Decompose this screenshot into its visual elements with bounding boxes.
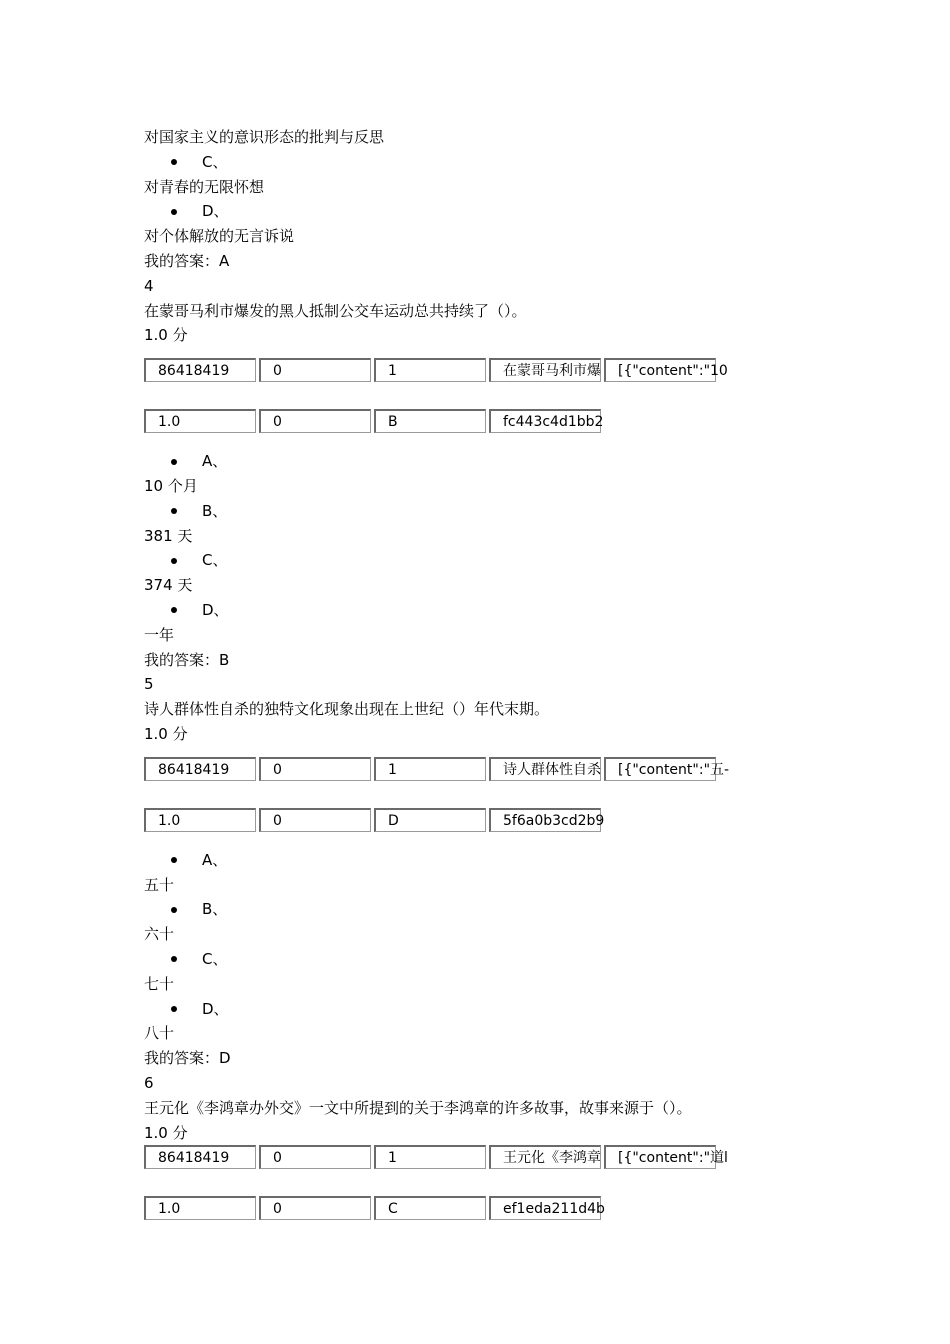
field-input[interactable]: 1 [374,757,486,781]
option-label: B、 [202,900,228,919]
option-label: C、 [202,152,228,171]
question-score: 1.0 分 [144,326,188,345]
field-input[interactable]: ef1eda211d4b [489,1196,601,1220]
question-number: 5 [144,675,154,694]
bullet-icon [171,508,177,514]
option-label: A、 [202,850,228,869]
field-input[interactable]: 诗人群体性自杀 [489,757,601,781]
question-number: 4 [144,276,154,295]
field-input[interactable]: 0 [259,1145,371,1169]
option-d-item [144,997,904,1022]
hidden-fields-row-2 [144,808,904,836]
option-c-item [144,947,904,972]
bullet-icon [171,159,177,165]
option-label: A、 [202,452,228,471]
option-label: B、 [202,501,228,520]
field-input[interactable]: 1.0 [144,808,256,832]
option-text: 对青春的无限怀想 [144,177,265,196]
field-input[interactable]: 王元化《李鸿章 [489,1145,601,1169]
field-input[interactable]: [{"content":"10 [604,358,716,382]
bullet-icon [171,607,177,613]
field-input[interactable]: 5f6a0b3cd2b9 [489,808,601,832]
option-c-item [144,150,904,175]
bullet-icon [171,857,177,863]
bullet-icon [171,907,177,913]
option-b-item [144,897,904,922]
option-text: 10 个月 [144,476,198,495]
bullet-icon [171,1006,177,1012]
option-text: 对国家主义的意识形态的批判与反思 [144,128,385,146]
field-input[interactable]: 1 [374,358,486,382]
my-answer: 我的答案：A [144,251,230,270]
field-input[interactable]: 86418419 [144,1145,256,1169]
field-input[interactable]: 1 [374,1145,486,1169]
field-input[interactable]: [{"content":"五- [604,757,716,781]
question-number: 6 [144,1073,154,1092]
option-a-item [144,848,904,873]
hidden-fields-row-1 [144,358,904,386]
option-text: 381 天 [144,526,193,545]
question-text: 在蒙哥马利市爆发的黑人抵制公交车运动总共持续了（）。 [144,301,527,320]
field-input[interactable]: 0 [259,1196,371,1220]
question-score: 1.0 分 [144,1123,188,1142]
field-input[interactable]: [{"content":"道l [604,1145,716,1169]
option-label: D、 [202,600,229,619]
hidden-fields-row-1 [144,757,904,785]
option-b-item [144,499,904,524]
field-input[interactable]: 1.0 [144,409,256,433]
field-input[interactable]: 86418419 [144,358,256,382]
field-input[interactable]: C [374,1196,486,1220]
option-text: 七十 [144,974,175,993]
field-input[interactable]: fc443c4d1bb2 [489,409,601,433]
my-answer: 我的答案：D [144,1049,231,1068]
field-input[interactable]: 86418419 [144,757,256,781]
question-score: 1.0 分 [144,724,188,743]
document-content [144,125,904,1224]
field-input[interactable]: 0 [259,358,371,382]
field-input[interactable]: 在蒙哥马利市爆 [489,358,601,382]
bullet-icon [171,459,177,465]
option-text: 五十 [144,875,175,894]
option-text: 一年 [144,625,175,644]
option-c-item [144,548,904,573]
bullet-icon [171,209,177,215]
option-text: 对个体解放的无言诉说 [144,227,295,246]
bullet-icon [171,956,177,962]
option-label: C、 [202,949,228,968]
option-d-item [144,199,904,224]
option-label: C、 [202,551,228,570]
field-input[interactable]: B [374,409,486,433]
option-label: D、 [202,202,229,221]
bullet-icon [171,558,177,564]
option-label: D、 [202,999,229,1018]
option-a-item [144,449,904,474]
question-text: 王元化《李鸿章办外交》一文中所提到的关于李鸿章的许多故事，故事来源于（）。 [144,1098,692,1117]
option-d-item [144,598,904,623]
field-input[interactable]: 0 [259,409,371,433]
hidden-fields-row-1 [144,1145,904,1173]
hidden-fields-row-2 [144,409,904,437]
option-text: 八十 [144,1024,175,1043]
option-text: 六十 [144,925,175,944]
option-text: 374 天 [144,576,193,595]
hidden-fields-row-2 [144,1196,904,1224]
field-input[interactable]: 1.0 [144,1196,256,1220]
field-input[interactable]: 0 [259,808,371,832]
question-text: 诗人群体性自杀的独特文化现象出现在上世纪（）年代末期。 [144,700,550,719]
field-input[interactable]: 0 [259,757,371,781]
field-input[interactable]: D [374,808,486,832]
my-answer: 我的答案：B [144,650,230,669]
